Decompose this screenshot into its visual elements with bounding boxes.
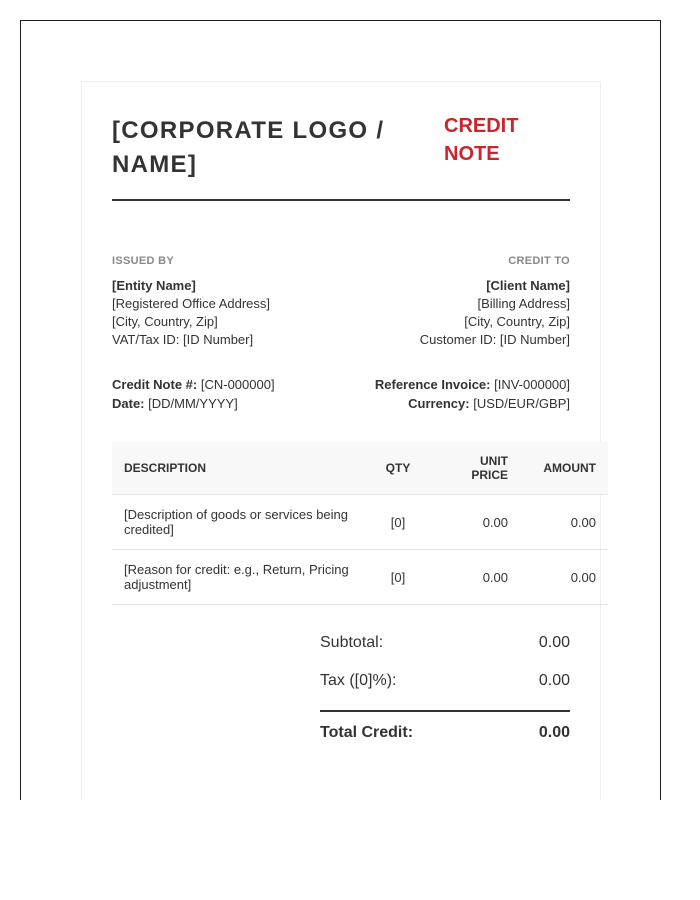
- row-unit-price: 0.00: [434, 495, 520, 550]
- currency: [375, 394, 570, 413]
- client-name: [Client Name]: [486, 278, 570, 293]
- issuer-city: [City, Country, Zip]: [112, 314, 218, 329]
- column-header-description: DESCRIPTION: [112, 442, 362, 495]
- issuer-address: [Registered Office Address]: [112, 296, 271, 311]
- credit-to-label: CREDIT TO: [508, 255, 570, 267]
- table-header-row: [112, 442, 608, 495]
- reference-invoice-value: [INV-000000]: [494, 377, 570, 392]
- totals-section: [320, 624, 570, 744]
- subtotal-value: 0.00: [538, 634, 570, 651]
- credit-note-number: [112, 375, 275, 394]
- credit-to-block: [420, 252, 570, 349]
- tax-value: 0.00: [538, 672, 570, 689]
- client-city: [City, Country, Zip]: [464, 314, 570, 329]
- client-address: [Billing Address]: [477, 296, 570, 311]
- header-divider: [112, 199, 570, 201]
- client-customer-id: Customer ID: [ID Number]: [419, 332, 570, 347]
- credit-note-number-label: Credit Note #:: [112, 377, 198, 392]
- reference-invoice-label: Reference Invoice:: [374, 377, 491, 392]
- column-header-qty: QTY: [362, 442, 434, 495]
- totals-divider: [320, 710, 570, 712]
- document-meta: [112, 375, 570, 413]
- row-amount: 0.00: [520, 495, 608, 550]
- document-title: CREDIT NOTE: [444, 115, 519, 165]
- issued-by-label: ISSUED BY: [112, 255, 174, 267]
- currency-label: Currency:: [408, 396, 470, 411]
- column-header-unit-price: UNIT PRICE: [434, 442, 520, 495]
- line-items-table: [112, 442, 608, 605]
- meta-left: [112, 375, 275, 413]
- tax-row: [320, 662, 570, 700]
- row-description: [Reason for credit: e.g., Return, Pricing adjustment]: [112, 550, 362, 605]
- total-credit-value: 0.00: [538, 724, 570, 741]
- parties-section: [112, 252, 570, 349]
- date-label: Date:: [112, 396, 145, 411]
- row-amount: 0.00: [520, 550, 608, 605]
- total-credit-label: Total Credit:: [320, 724, 414, 741]
- corporate-logo-placeholder: [CORPORATE LOGO / NAME]: [112, 117, 385, 178]
- tax-label: Tax ([0]%):: [320, 672, 397, 689]
- date-value: [DD/MM/YYYY]: [148, 396, 238, 411]
- reference-invoice: [375, 375, 570, 394]
- row-qty: [0]: [362, 495, 434, 550]
- meta-right: [375, 375, 570, 413]
- subtotal-row: [320, 624, 570, 662]
- row-description: [Description of goods or services being credited]: [112, 495, 362, 550]
- column-header-amount: AMOUNT: [520, 442, 608, 495]
- credit-note-date: [112, 394, 275, 413]
- total-credit-row: [320, 722, 570, 744]
- issuer-name: [Entity Name]: [112, 278, 196, 293]
- currency-value: [USD/EUR/GBP]: [473, 396, 570, 411]
- row-qty: [0]: [362, 550, 434, 605]
- issued-by-block: [112, 252, 270, 349]
- row-unit-price: 0.00: [434, 550, 520, 605]
- table-row: [112, 550, 608, 605]
- credit-note-number-value: [CN-000000]: [200, 377, 275, 392]
- table-row: [112, 495, 608, 550]
- issuer-tax-id: VAT/Tax ID: [ID Number]: [112, 332, 254, 347]
- subtotal-label: Subtotal:: [320, 634, 384, 651]
